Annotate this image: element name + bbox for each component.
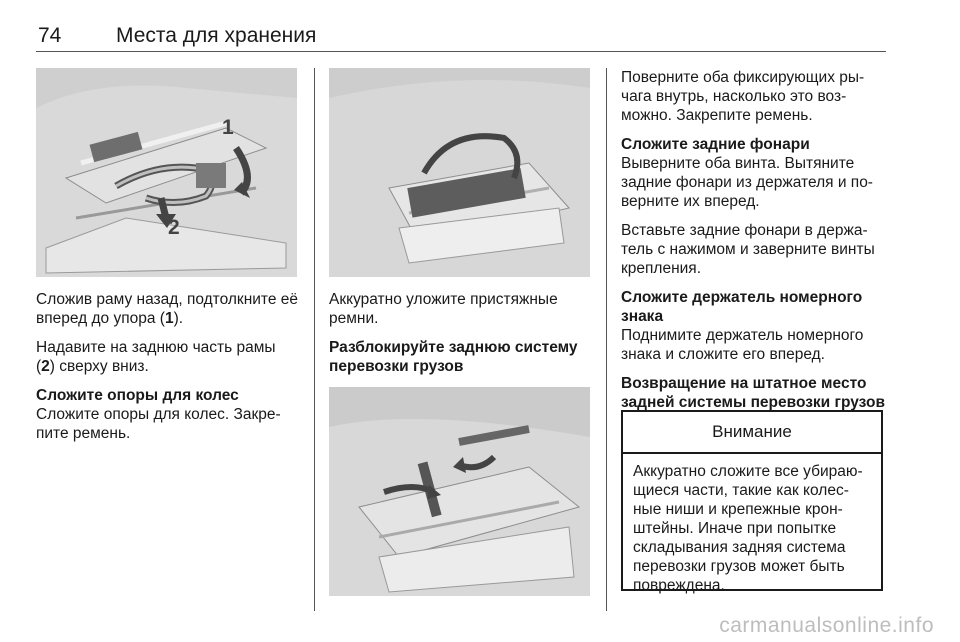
warning-box [621, 410, 883, 594]
section-heading: Сложите держатель номерного знака [621, 289, 863, 325]
watermark: carmanualsonline.info [719, 614, 934, 637]
column-divider-1 [314, 68, 315, 611]
section-heading: Возвращение на штатное место задней системы перевозки грузов [621, 375, 885, 411]
paragraph: Сложив раму назад, подтолкните её вперед до упора (1). [36, 291, 299, 327]
illustration-straps [329, 68, 590, 277]
figure-fold-frame [36, 68, 297, 277]
section-heading: Сложите опоры для колес [36, 387, 239, 404]
header-rule [36, 51, 886, 52]
paragraph: Выверните оба винта. Вытяните задние фонари из держателя и по-верните их вперед. [621, 155, 873, 210]
paragraph: Надавите на заднюю часть рамы (2) сверху вниз. [36, 339, 276, 375]
figure-callout-1: 1 [222, 116, 234, 139]
figure-unlock [329, 387, 590, 596]
column-3 [621, 68, 886, 412]
paragraph: Поверните оба фиксирующих ры-чага внутрь, насколько это воз-можно. Закрепите ремень. [621, 69, 865, 124]
illustration-fold-frame [36, 68, 297, 277]
paragraph: Сложите опоры для колес. Закре-пите ремень. [36, 406, 281, 442]
page-number: 74 [38, 24, 62, 47]
column-1 [36, 290, 298, 453]
warning-title: Внимание [623, 412, 881, 454]
column-2 [329, 290, 591, 376]
column-divider-2 [606, 68, 607, 611]
section-heading: Сложите задние фонари [621, 136, 810, 153]
illustration-unlock [329, 387, 590, 596]
paragraph: Аккуратно уложите пристяжные ремни. [329, 291, 558, 327]
warning-text: Аккуратно сложите все убираю-щиеся части, такие как колес-ные ниши и крепежные крон-штейны. Иначе при попытке складывания задняя система перевозки грузов может быть повреждена. [633, 463, 863, 594]
figure-straps [329, 68, 590, 277]
section-heading: Разблокируйте заднюю систему перевозки грузов [329, 339, 578, 375]
paragraph: Вставьте задние фонари в держа-тель с нажимом и заверните винты крепления. [621, 222, 875, 277]
paragraph: Поднимите держатель номерного знака и сложите его вперед. [621, 327, 864, 363]
figure-callout-2: 2 [168, 216, 180, 239]
page-title: Места для хранения [116, 24, 317, 47]
